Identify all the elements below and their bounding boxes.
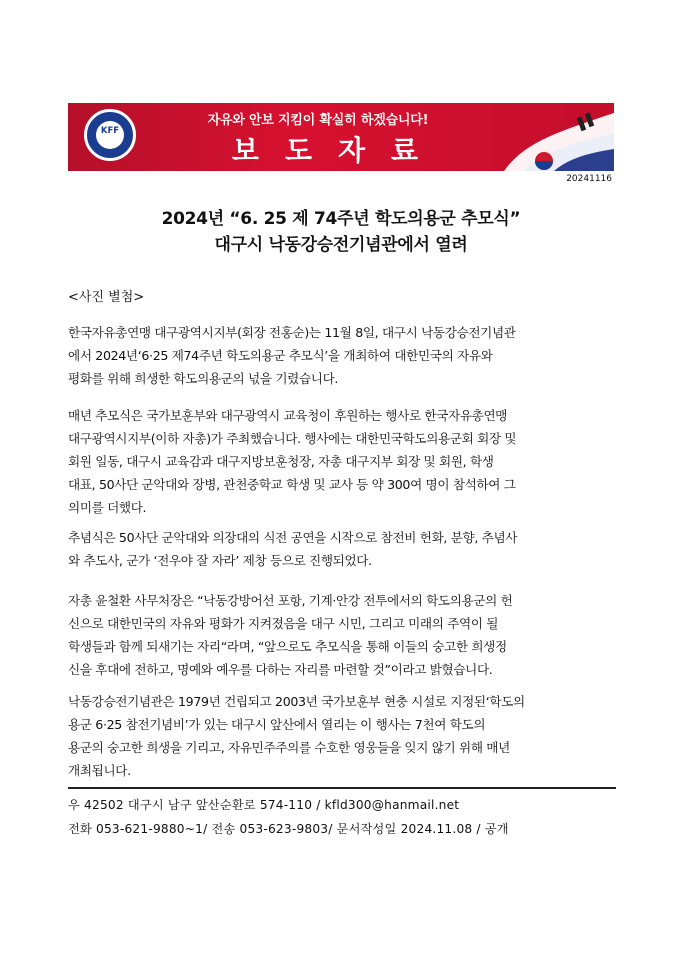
paragraph-line: 와 추도사, 군가 ‘전우야 잘 자라’ 제창 등으로 진행되었다. — [68, 553, 372, 568]
paragraph-line: 낙동강승전기념관은 1979년 건립되고 2003년 국가보훈부 현충 시설로 지정된‘학도의 — [68, 694, 525, 709]
title-line-2: 대구시 낙동강승전기념관에서 열려 — [214, 235, 468, 255]
page-title — [68, 206, 614, 258]
footer-divider — [68, 787, 616, 789]
header-banner — [68, 103, 614, 171]
paragraph-line: 용군의 숭고한 희생을 기리고, 자유민주주의를 수호한 영웅들을 잊지 않기 위해 매년 — [68, 740, 510, 755]
document-date: 20241116 — [566, 174, 612, 184]
paragraph-line: 신으로 대한민국의 자유와 평화가 지켜졌음을 대구 시민, 그리고 미래의 주역이 될 — [68, 616, 499, 631]
paragraph-line: 매년 추모식은 국가보훈부와 대구광역시 교육청이 후원하는 행사로 한국자유총연맹 — [68, 408, 508, 423]
press-release-label: 보도자료 — [231, 134, 445, 167]
paragraph-2 — [68, 404, 616, 519]
footer-contact: 전화 053-621-9880~1/ 전송 053-623-9803/ 문서작성일 2024.11.08 / 공개 — [68, 822, 509, 836]
kff-logo — [84, 109, 136, 161]
paragraph-line: 의미를 더했다. — [68, 500, 147, 515]
flag-icon — [484, 103, 614, 171]
paragraph-4 — [68, 589, 616, 681]
footer-address: 우 42502 대구시 남구 앞산순환로 574-110 / kfld300@hanmail.net — [68, 798, 460, 812]
paragraph-line: 개최됩니다. — [68, 763, 131, 778]
paragraph-line: 용군 6·25 참전기념비’가 있는 대구시 앞산에서 열리는 이 행사는 7천여 학도의 — [68, 717, 486, 732]
paragraph-5 — [68, 690, 616, 782]
photo-attachment-note: <사진 별첨> — [68, 290, 145, 305]
paragraph-line: 자총 윤철환 사무처장은 “낙동강방어선 포항, 기계·안강 전투에서의 학도의용군의 헌 — [68, 593, 513, 608]
paragraph-line: 대구광역시지부(이하 자총)가 주최했습니다. 행사에는 대한민국학도의용군회 회장 및 — [68, 431, 517, 446]
paragraph-line: 회원 일동, 대구시 교육감과 대구지방보훈청장, 자총 대구지부 회장 및 회원, 학생 — [68, 454, 494, 469]
paragraph-line: 한국자유총연맹 대구광역시지부(회장 전홍순)는 11월 8일, 대구시 낙동강승전기념관 — [68, 325, 516, 340]
paragraph-line: 신을 후대에 전하고, 명예와 예우를 다하는 자리를 마련할 것”이라고 밝혔습니다. — [68, 662, 493, 677]
title-line-1: 2024년 “6. 25 제 74주년 학도의용군 추모식” — [161, 209, 521, 229]
paragraph-line: 추념식은 50사단 군악대와 의장대의 식전 공연을 시작으로 참전비 헌화, 분향, 추념사 — [68, 530, 518, 545]
paragraph-line: 평화를 위해 희생한 학도의용군의 넋을 기렸습니다. — [68, 371, 339, 386]
paragraph-line: 대표, 50사단 군악대와 장병, 관천중학교 학생 및 교사 등 약 300여 명이 참석하여 그 — [68, 477, 516, 492]
header-slogan: 자유와 안보 지킴이 확실히 하겠습니다! — [207, 113, 429, 128]
paragraph-1 — [68, 321, 616, 390]
paragraph-line: 에서 2024년‘6·25 제74주년 학도의용군 추모식’을 개최하여 대한민국의 자유와 — [68, 348, 493, 363]
logo-text: KFF — [100, 126, 120, 136]
paragraph-line: 학생들과 함께 되새기는 자리“라며, “앞으로도 추모식을 통해 이들의 숭고한 희생정 — [68, 639, 507, 654]
paragraph-3 — [68, 526, 616, 572]
